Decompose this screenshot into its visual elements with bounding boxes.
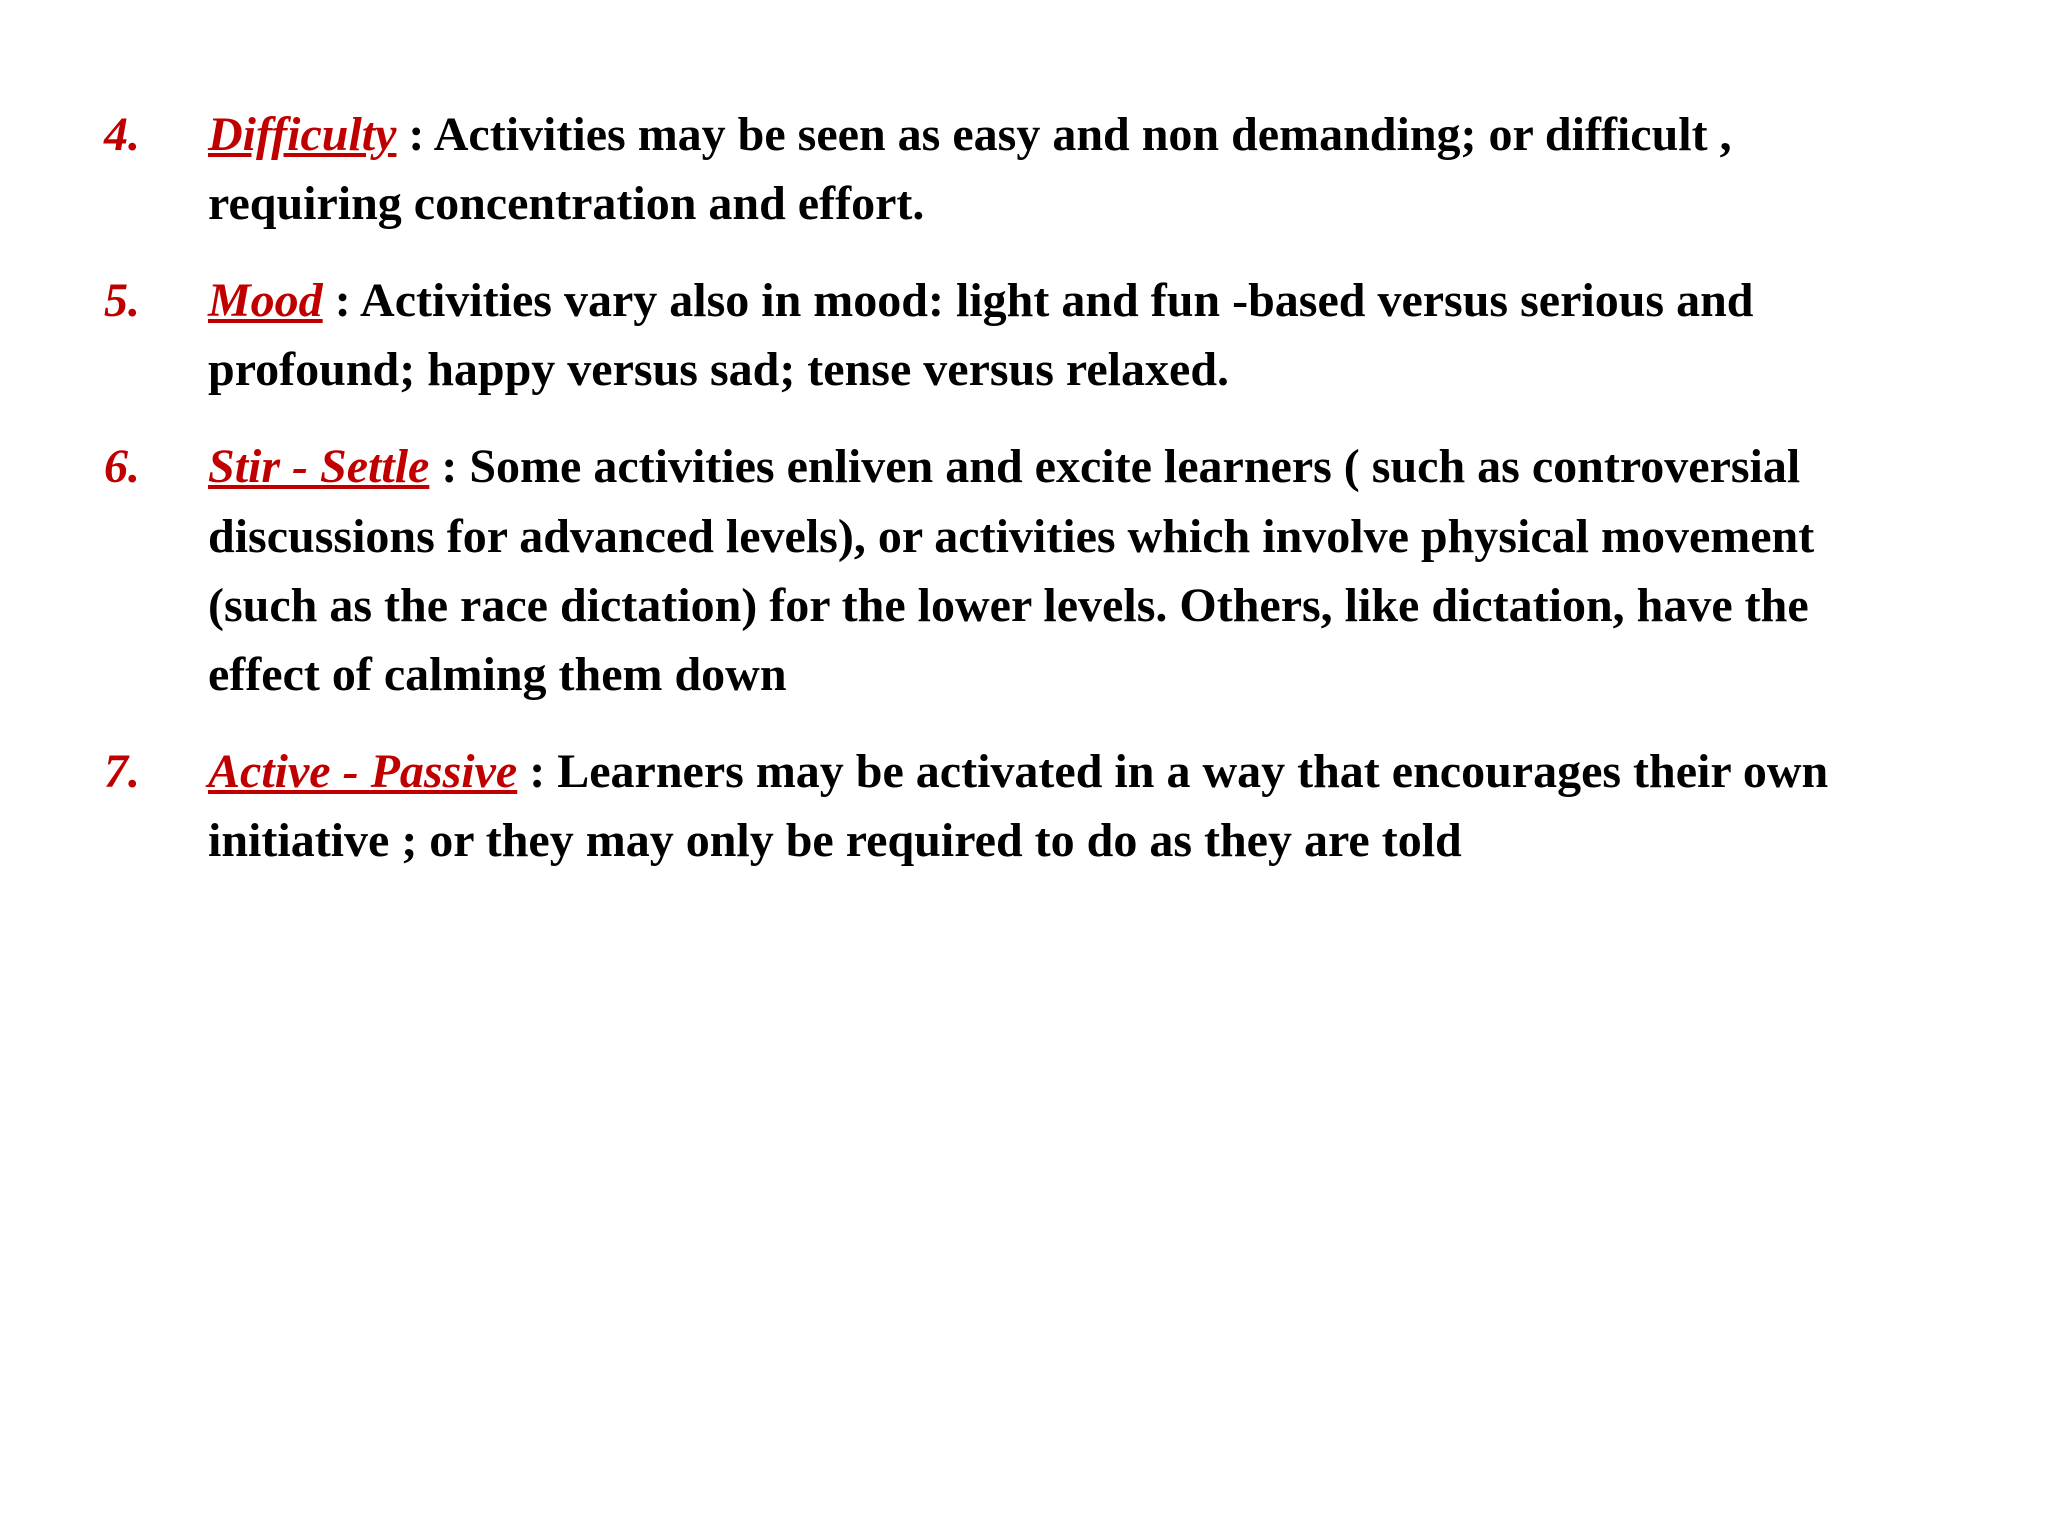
list-item — [90, 100, 1928, 238]
list-item-text: : Activities vary also in mood: light and fun -based versus serious and profound; happy versus sad; tense versus relaxed. — [208, 274, 1754, 397]
numbered-list — [90, 100, 1928, 875]
list-item-term: Stir - Settle — [208, 440, 430, 494]
list-item-number: 4. — [104, 108, 140, 161]
list-item-text: : Some activities enliven and excite learners ( such as controversial discussions for advanced levels), or activities which involve physical movement (such as the race dictation) for the lower levels. Others, like dictation, have the effect of calming them down — [208, 440, 1815, 701]
list-item-number: 7. — [104, 744, 140, 798]
list-item — [90, 737, 1928, 875]
list-item-text: : Activities may be seen as easy and non demanding; or difficult , requiring concentration and effort. — [208, 108, 1732, 231]
list-item-term: Mood — [208, 274, 323, 328]
list-item-body — [208, 100, 1928, 238]
list-item-number: 5. — [104, 274, 140, 328]
list-item — [90, 266, 1928, 404]
list-item-body — [208, 266, 1928, 404]
list-item-term: Difficulty — [208, 108, 397, 161]
list-item-body — [208, 737, 1928, 875]
list-item-text: : Learners may be activated in a way that encourages their own initiative ; or they may only be required to do as they are told — [208, 744, 1829, 867]
list-item-term: Active - Passive — [208, 744, 518, 798]
list-item — [90, 432, 1928, 708]
list-item-number: 6. — [104, 440, 140, 494]
list-item-body — [208, 432, 1928, 708]
